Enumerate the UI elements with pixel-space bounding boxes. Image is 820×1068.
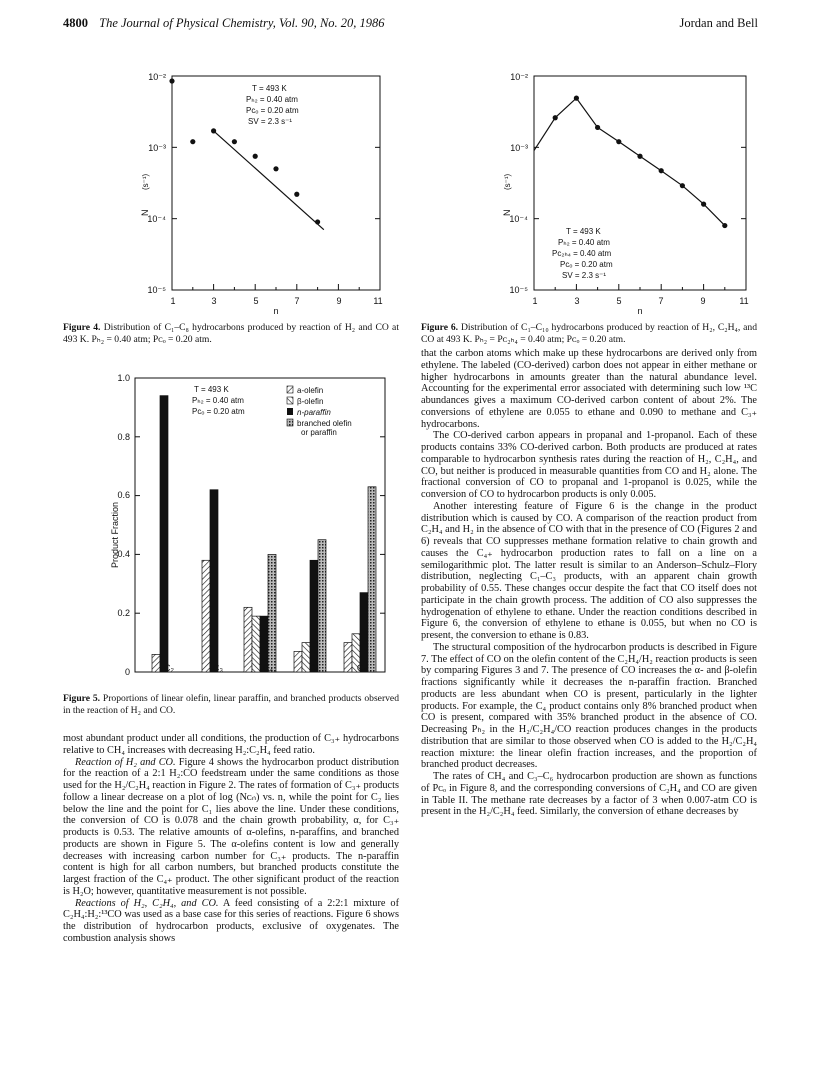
fig4-yunit: (s⁻¹) [141, 173, 150, 190]
figure-5-chart [100, 370, 390, 686]
bar-n-paraffin [360, 593, 368, 672]
fig4-ytick: 10⁻⁵ [147, 285, 166, 295]
body-column-right [421, 348, 757, 818]
fig6-xtick: 3 [574, 296, 580, 306]
fig6-condition: Pₕ₂ = 0.40 atm [558, 238, 610, 247]
bar-a-olefin [244, 607, 252, 672]
series-line [555, 98, 725, 225]
fig5-condition: Pₕ₂ = 0.40 atm [192, 396, 244, 405]
fig4-ytick: 10⁻² [148, 72, 166, 82]
fig4-xtick: 9 [336, 296, 342, 306]
data-point [211, 128, 216, 133]
fig4-ylabel: N [140, 209, 150, 216]
legend-swatch-branched [287, 419, 293, 426]
fig5-ytick: 0 [124, 667, 130, 677]
fig6-ytick: 10⁻⁴ [509, 214, 528, 224]
body-column-left [63, 733, 399, 945]
data-point [190, 139, 195, 144]
data-point [574, 95, 579, 100]
fig4-condition: SV = 2.3 s⁻¹ [248, 117, 293, 126]
bar-n-paraffin [310, 560, 318, 672]
page-header-authors: Jordan and Bell [679, 16, 758, 30]
fig6-ytick: 10⁻³ [510, 143, 528, 153]
data-point [722, 223, 727, 228]
fig5-xtick: C₂ [164, 663, 174, 673]
fig6-condition: Pᴄ₂ₕ₄ = 0.40 atm [552, 249, 612, 258]
fig6-ylabel: N [502, 209, 512, 216]
paragraph: Another interesting feature of Figure 6 is the change in the product distribution which is caused by CO. A comparison of the reaction product from C₂H₄ and H₂ in the absence of CO with that in the presence of CO (Figures 2 and 6) reveals that CO suppresses methane formation relative to chain growth and causes the C₄₊ hydrocarbon production rates to fall on a line on a semilogarithmic plot. The latter result is similar to an Anderson–Schulz–Flory distribution, neglecting C₁–C₃ products, with an apparent chain growth probability of 0.55. These changes occur despite the fact that CO itself does not participate in the chain growth process. The addition of CO also suppresses the hydrogenation of ethylene to ethane. Under the reaction conditions described in Figure 6, the conversion of ethylene to ethane is 0.055, but when no CO is present, the conversion to ethane is 0.83. [421, 500, 757, 641]
paragraph: The structural composition of the hydrocarbon products is described in Figure 7. The effect of CO on the olefin content of the C₂H₄/H₂ reaction products is seen by comparing Figures 3 and 7. The presence of CO increases the α- and β-olefin fractions significantly while it decreases the n-paraffin fraction. Branched products are less abundant when CO is present, particularly in the lighter products. For example, the C₄ product contains only 8% branched product when CO is present, compared with 35% branched product in the absence of CO. Decreasing Pₕ₂ in the H₂/C₂H₄/CO reaction produces changes in the products distribution that are similar to those observed when CO is added to the H₂/C₂H₄ reaction mixture: the linear olefin fraction increases, and the proportion of branched product decreases. [421, 641, 757, 771]
fig6-condition: T = 493 K [566, 227, 601, 236]
fig6-ytick: 10⁻² [510, 72, 528, 82]
data-point [273, 166, 278, 171]
bar-branched [268, 554, 276, 672]
bar-a-olefin [344, 643, 352, 672]
legend-swatch-n-paraffin [287, 408, 293, 415]
bar-beta-olefin [252, 616, 260, 672]
figure-6-chart [474, 64, 764, 314]
legend-swatch-a-olefin [287, 386, 293, 393]
legend-label: β-olefin [297, 397, 324, 406]
figure-6-caption [421, 322, 757, 345]
page-number: 4800 [63, 16, 88, 30]
fig5-condition: Pᴄₒ = 0.20 atm [192, 407, 245, 416]
paragraph-text: A feed consisting of a 2:2:1 mixture of C₂H₄:H₂:¹³CO was used as a base case for this series of reactions. Figure 6 shows the distribution of hydrocarbon products, exclusive of oxygenates. The combustion analysis shows [63, 897, 400, 944]
bar-a-olefin [202, 560, 210, 672]
fig5-ytick: 1.0 [117, 373, 130, 383]
fig4-xtick: 1 [170, 296, 176, 306]
figure-5-caption-text: Proportions of linear olefin, linear paraffin, and branched products observed in the reaction of H₂ and CO. [63, 693, 399, 716]
fig5-xtick: C₆ [356, 663, 368, 673]
fig6-condition: SV = 2.3 s⁻¹ [562, 271, 607, 280]
figure-6-caption-label: Figure 6. [421, 322, 459, 333]
legend-label: branched olefin [297, 419, 352, 428]
figure-4-caption [63, 322, 399, 345]
fig6-xtick: 7 [658, 296, 664, 306]
bar-a-olefin [152, 654, 160, 672]
fig5-xtick: C₄ [262, 663, 274, 673]
paragraph [63, 757, 399, 898]
series-line-extension [534, 118, 555, 151]
figure-5-caption-label: Figure 5. [63, 693, 101, 704]
figure-5-caption [63, 693, 399, 716]
bar-a-olefin [294, 651, 302, 672]
section-head: Reaction of H₂ and CO. [75, 756, 176, 768]
bar-n-paraffin [210, 490, 218, 672]
fig6-xtick: 1 [532, 296, 538, 306]
legend-swatch-beta-olefin [287, 397, 293, 404]
fig5-ytick: 0.2 [117, 608, 130, 618]
fig4-condition: Pᴄₒ = 0.20 atm [246, 106, 299, 115]
figure-4-caption-label: Figure 4. [63, 322, 101, 333]
fig4-condition: Pₕ₂ = 0.40 atm [246, 95, 298, 104]
fig4-xtick: 11 [373, 296, 383, 306]
paragraph: that the carbon atoms which make up these hydrocarbons are derived only from ethylene. The labeled (CO-derived) carbon does not appear in either methane or higher hydrocarbons in amounts greater than the natural abundance level. Accounting for the experimental error associated with determining such low ¹³C abundances gives a maximum CO-derived carbon content of about 2%. The conversions of ethylene are 0.055 to ethane and 0.090 to methane and C₃₊ hydrocarbons. [421, 348, 757, 430]
page-header-left [63, 16, 385, 31]
fig4-condition: T = 493 K [252, 84, 287, 93]
legend-label: a-olefin [297, 386, 324, 395]
fig4-xlabel: n [273, 306, 279, 314]
figure-4-chart [100, 64, 390, 314]
bar-branched [318, 540, 326, 672]
data-point [253, 154, 258, 159]
paragraph: most abundant product under all conditions, the production of C₃₊ hydrocarbons relative to CH₄ increases with decreasing H₂:C₂H₄ feed ratio. [63, 733, 399, 756]
data-point [680, 183, 685, 188]
data-point [595, 125, 600, 130]
data-point [553, 115, 558, 120]
fig5-xtick: C₅ [308, 663, 320, 673]
fig5-ytick: 0.8 [117, 432, 130, 442]
fig6-xtick: 5 [616, 296, 622, 306]
fig6-xlabel: n [637, 306, 643, 314]
legend-label: n-paraffin [297, 408, 331, 417]
bar-n-paraffin [160, 396, 168, 672]
fig6-xtick: 9 [700, 296, 706, 306]
fig6-ytick: 10⁻⁵ [509, 285, 528, 295]
fig4-xtick: 5 [253, 296, 259, 306]
fig4-ytick: 10⁻³ [148, 143, 166, 153]
legend-label: or paraffin [301, 428, 337, 437]
fig5-ytick: 0.4 [117, 549, 130, 559]
paragraph: The CO-derived carbon appears in propanal and 1-propanol. Each of these products contains 33% CO-derived carbon. Both products are produced at rates comparable to hydrocarbon synthesis rates during the reaction of H₂, C₂H₄, and CO, but neither is produced in measurable quantities from CO and H₂ alone. The fractional conversion of CO to propanal and 1-propanol is 0.025, while the conversion of CO to hydrocarbon products is only 0.005. [421, 430, 757, 500]
data-point [315, 219, 320, 224]
fit-line [214, 131, 324, 230]
figure-6-caption-text: Distribution of C₁–C₁₀ hydrocarbons produced by reaction of H₂, C₂H₄, and CO at 493 K. Pₕ₂ = Pᴄ₂ₕ₄ = 0.40 atm; Pᴄₒ = 0.20 atm. [421, 322, 757, 345]
data-point [637, 154, 642, 159]
fig4-xtick: 3 [211, 296, 217, 306]
data-point [169, 78, 174, 83]
journal-title: The Journal of Physical Chemistry, Vol. 90, No. 20, 1986 [99, 16, 385, 30]
data-point [659, 168, 664, 173]
fig4-xtick: 7 [294, 296, 300, 306]
paragraph [63, 898, 399, 945]
fig6-xtick: 11 [739, 296, 749, 306]
bar-branched [368, 487, 376, 672]
section-head: Reactions of H₂, C₂H₄, and CO. [75, 897, 219, 909]
fig5-ytick: 0.6 [117, 490, 130, 500]
paragraph: The rates of CH₄ and C₃–C₆ hydrocarbon production are shown as functions of Pᴄₒ in Figure 8, and the corresponding conversions of C₂H₄ and CO are given in Table II. The methane rate decreases by a factor of 3 when 0.007-atm CO is present in the H₂/C₂H₄ feed. Similarly, the conversion of ethane decreases by [421, 771, 757, 818]
data-point [616, 139, 621, 144]
data-point [232, 139, 237, 144]
fig6-yunit: (s⁻¹) [503, 173, 512, 190]
fig6-condition: Pᴄₒ = 0.20 atm [560, 260, 613, 269]
paragraph-text: Figure 4 shows the hydrocarbon product distribution for the reaction of a 2:1 H₂:CO feedstream under the same conditions as those used for the H₂/C₂H₄ reaction in Figure 2. The rates of formation of C₃₊ products follow a linear decrease on a plot of log (Nᴄₙ) vs. n, while the point for C₂ lies below the line and the point for C₁ lies above the line. Under these conditions, the conversion of CO is 0.078 and the chain growth probability, α, for C₃₊ products is 0.53. The relative amounts of α-olefins, n-paraffins, and branched products are shown in Figure 5. The α-olefins content is low and generally decreases with increasing carbon number for C₃₊ products. The n-paraffin content is high for all carbon numbers, but branched products constitute the largest fraction of the C₄₊ product. The other significant product of the reaction is H₂O; however, quantitative measurement is not possible. [63, 756, 399, 897]
data-point [294, 192, 299, 197]
fig5-xtick: C₃ [212, 663, 224, 673]
fig5-ylabel: Product Fraction [110, 501, 120, 568]
figure-4-caption-text: Distribution of C₁–C₈ hydrocarbons produced by reaction of H₂ and CO at 493 K. Pₕ₂ = 0.40 atm; Pᴄₒ = 0.20 atm. [63, 322, 399, 345]
fig5-condition: T = 493 K [194, 385, 229, 394]
fig4-ytick: 10⁻⁴ [147, 214, 166, 224]
data-point [701, 202, 706, 207]
